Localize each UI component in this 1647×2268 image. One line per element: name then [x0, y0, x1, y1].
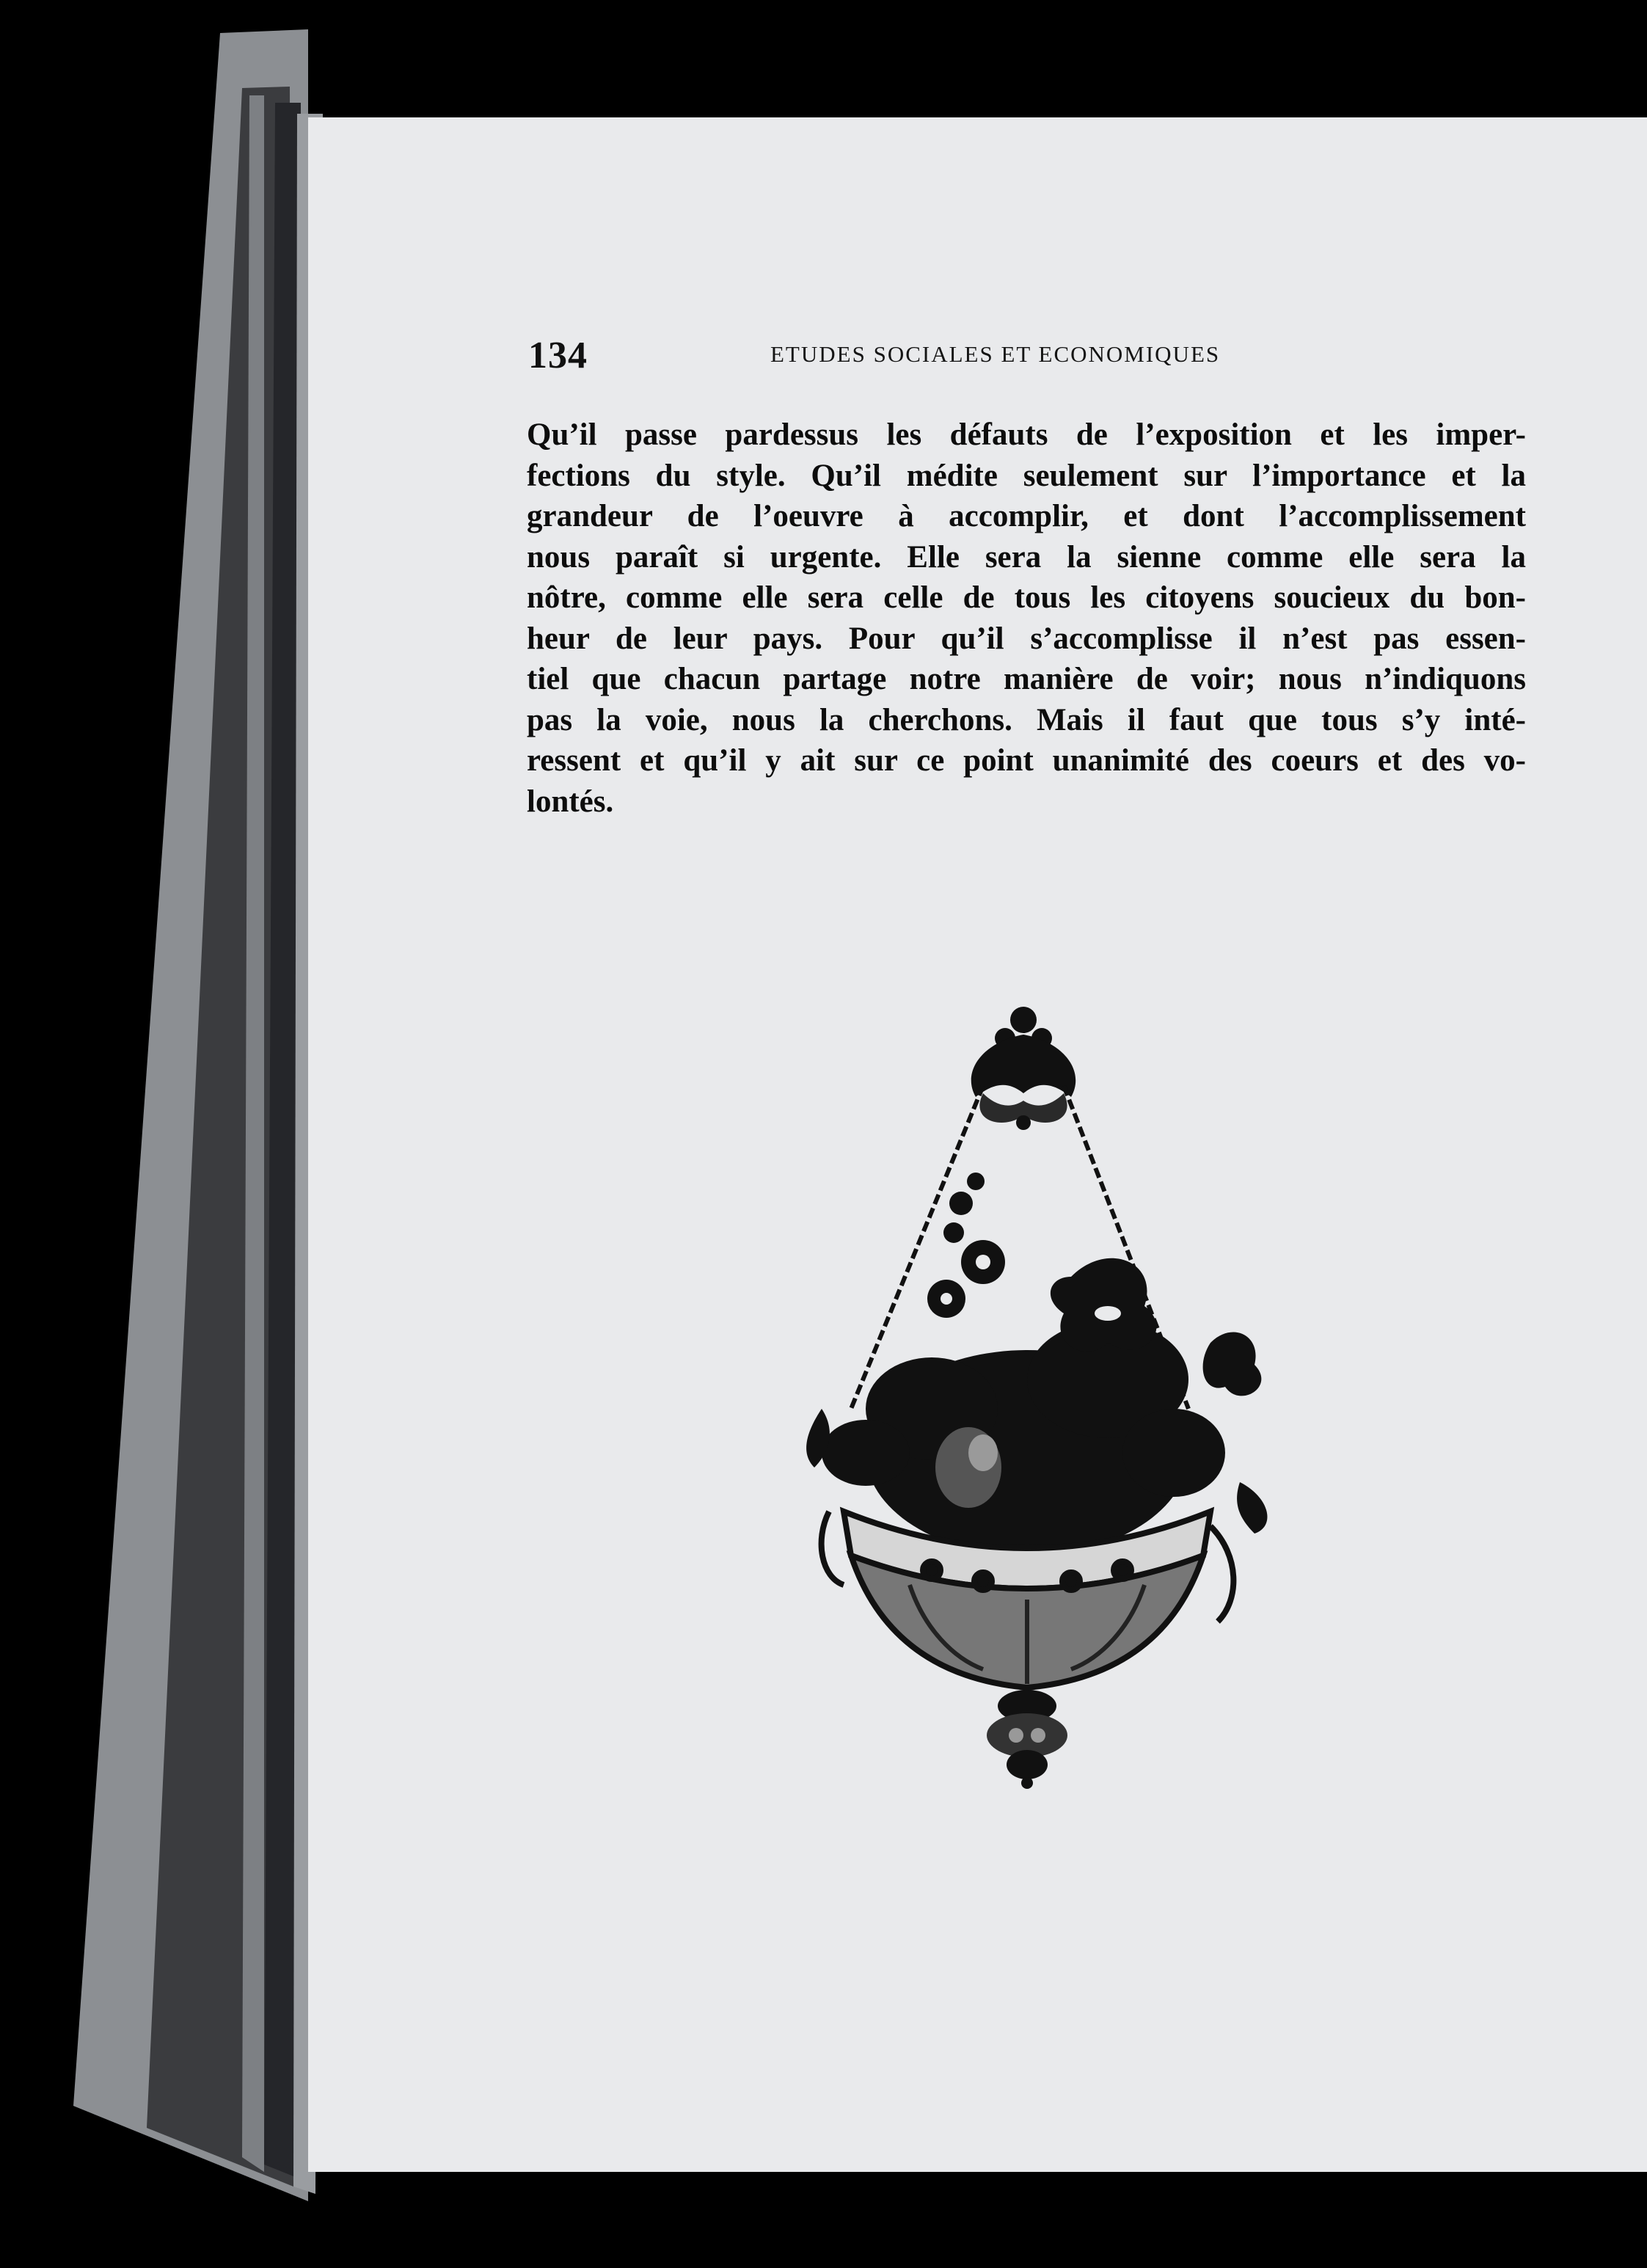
- text-line: grandeur de l’oeuvre à accomplir, et dont l’accomplissement: [527, 499, 1526, 533]
- text-line: tiel que chacun partage notre manière de voir; nous n’indiquons: [527, 662, 1526, 696]
- page-number: 134: [528, 335, 588, 376]
- text-line: nous paraît si urgente. Elle sera la sienne comme elle sera la: [527, 539, 1526, 575]
- hanging-flower-basket-icon: [763, 998, 1306, 1790]
- text-line: Qu’il passe pardessus les défauts de l’exposition et les imper-: [527, 417, 1526, 452]
- ornament-top: [971, 1007, 1076, 1130]
- text-line: fections du style. Qu’il médite seulement sur l’importance et la: [527, 458, 1526, 493]
- running-title: ETUDES SOCIALES ET ECONOMIQUES: [770, 341, 1221, 367]
- text-line: heur de leur pays. Pour qu’il s’accomplisse il n’est pas essen-: [527, 621, 1526, 656]
- text-line: ressent et qu’il y ait sur ce point unanimité des coeurs et des vo-: [527, 743, 1526, 778]
- text-line: nôtre, comme elle sera celle de tous les citoyens soucieux du bon-: [527, 580, 1526, 615]
- finial: [987, 1690, 1067, 1789]
- text-line: pas la voie, nous la cherchons. Mais il faut que tous s’y inté-: [527, 702, 1526, 737]
- text-line: lontés.: [527, 784, 614, 819]
- body-paragraph: [527, 415, 1526, 822]
